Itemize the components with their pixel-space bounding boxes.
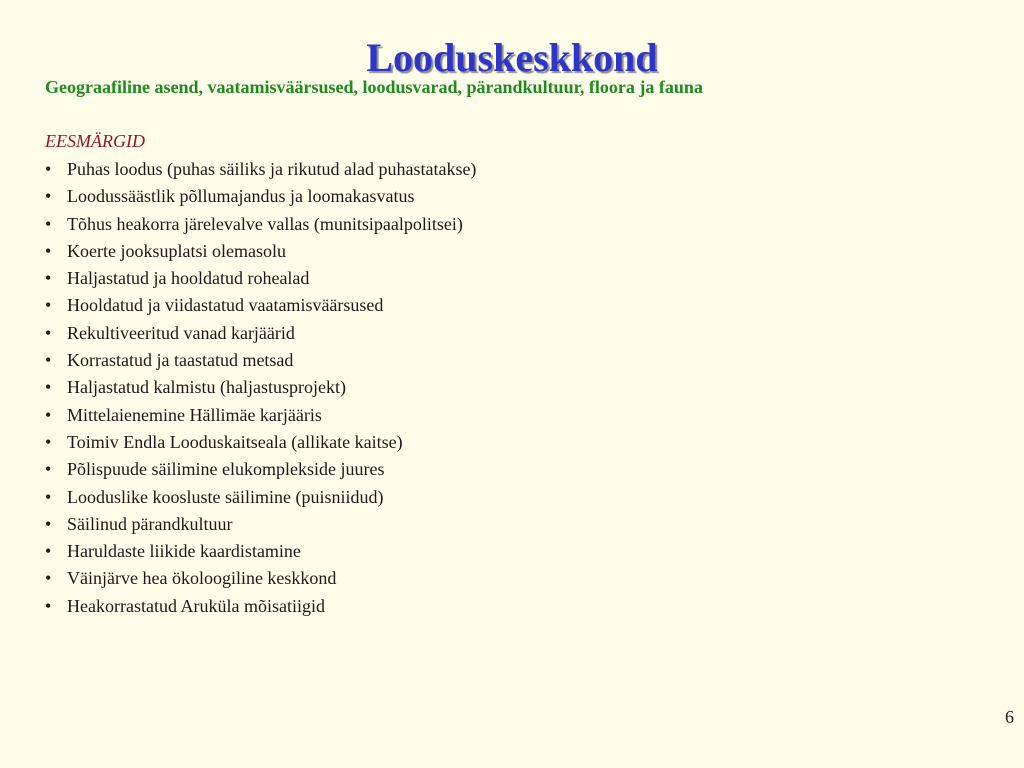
goal-text: Säilinud pärandkultuur (67, 513, 233, 534)
goal-list-item (45, 183, 476, 210)
bullet-icon: • (45, 541, 52, 562)
goal-text: Puhas loodus (puhas säiliks ja rikutud alad puhastatakse) (67, 159, 477, 179)
goals-list (45, 156, 476, 620)
bullet-icon: • (45, 459, 52, 480)
slide-title: Looduskeskkond (366, 35, 658, 80)
goal-text: Toimiv Endla Looduskaitseala (allikate kaitse) (67, 431, 403, 452)
goal-list-item (45, 156, 476, 183)
goal-list-item (45, 238, 476, 265)
bullet-icon: • (45, 268, 52, 289)
goal-list-item (45, 265, 476, 292)
goal-list-item (45, 565, 476, 592)
bullet-icon: • (45, 404, 52, 425)
goal-list-item (45, 484, 476, 511)
goal-text: Hooldatud ja viidastatud vaatamisväärsused (67, 295, 384, 316)
page-number: 6 (1005, 707, 1014, 727)
goal-list-item (45, 211, 476, 238)
goal-text: Tõhus heakorra järelevalve vallas (munitsipaalpolitsei) (67, 213, 463, 234)
goal-text: Looduslike koosluste säilimine (puisniidud) (67, 486, 384, 507)
goal-list-item (45, 292, 476, 319)
goal-text: Haruldaste liikide kaardistamine (67, 541, 301, 562)
bullet-icon: • (45, 595, 52, 616)
goal-list-item (45, 347, 476, 374)
goal-list-item (45, 402, 476, 429)
goal-text: Koerte jooksuplatsi olemasolu (67, 240, 286, 261)
bullet-icon: • (45, 295, 52, 316)
bullet-icon: • (45, 568, 52, 589)
bullet-icon: • (45, 322, 52, 343)
bullet-icon: • (45, 377, 52, 398)
goal-text: Korrastatud ja taastatud metsad (67, 350, 294, 371)
goal-list-item (45, 538, 476, 565)
goal-list-item (45, 511, 476, 538)
bullet-icon: • (45, 213, 52, 234)
goal-text: Loodussäästlik põllumajandus ja loomakasvatus (67, 186, 415, 207)
bullet-icon: • (45, 186, 52, 207)
goal-list-item (45, 374, 476, 401)
goal-text: Heakorrastatud Aruküla mõisatiigid (67, 595, 325, 616)
bullet-icon: • (45, 513, 52, 534)
slide-subtitle: Geograafiline asend, vaatamisväärsused, loodusvarad, pärandkultuur, floora ja fauna (45, 77, 703, 97)
bullet-icon: • (45, 350, 52, 371)
goal-list-item (45, 456, 476, 483)
bullet-icon: • (45, 159, 52, 179)
goal-text: Väinjärve hea ökoloogiline keskkond (67, 568, 337, 589)
bullet-icon: • (45, 240, 52, 261)
goal-text: Rekultiveeritud vanad karjäärid (67, 322, 295, 343)
bullet-icon: • (45, 486, 52, 507)
section-heading-goals: EESMÄRGID (45, 131, 145, 151)
goal-list-item (45, 320, 476, 347)
goal-list-item (45, 429, 476, 456)
goal-text: Haljastatud kalmistu (haljastusprojekt) (67, 377, 346, 398)
goal-list-item (45, 593, 476, 620)
goal-text: Põlispuude säilimine elukomplekside juures (67, 459, 385, 480)
goal-text: Haljastatud ja hooldatud rohealad (67, 268, 310, 289)
goal-text: Mittelaienemine Hällimäe karjääris (67, 404, 322, 425)
bullet-icon: • (45, 431, 52, 452)
